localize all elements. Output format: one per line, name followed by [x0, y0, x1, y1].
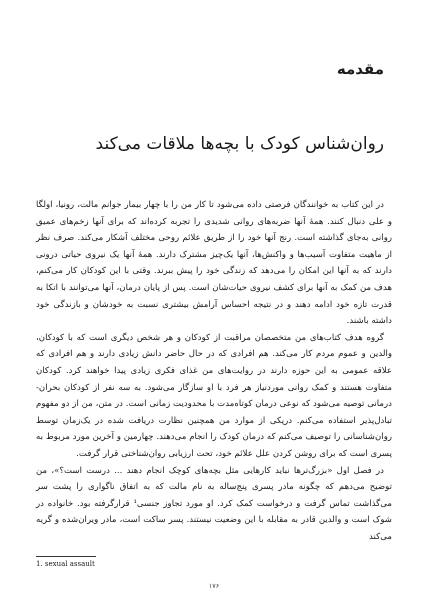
footnote: 1. sexual assault: [36, 560, 95, 568]
body-text: [36, 197, 392, 545]
chapter-title: روان‌شناس کودک با بچه‌ها ملاقات می‌کند: [95, 134, 384, 154]
paragraph: در فصل اول «بزرگ‌تر‌ها نباید کارهایی مثل بچه‌های کوچک انجام دهند ... درست است؟»، من توضیح می‌دهم که چگونه مادر پسری پنج‌ساله به نام مالت که به اتفاق ناگواری را پشت سر می‌گذاشت تماس گرفت و درخواست کمک کرد. او مورد تجاوز جنسی¹ قرارگرفته بود. خانواده در شوک است و والدین قادر به مقابله با این وضعیت نیستند. پسر ساکت است، مادر ویران‌شده و گریه می‌کند: [36, 465, 392, 542]
footnote-divider: [36, 556, 96, 557]
section-title: مقدمه: [336, 60, 384, 78]
paragraph: در این کتاب به خوانندگان فرصتی داده می‌شود تا کار من را با چهار بیمار جوانم مالت، رونیا، اولگا و علی دنبال کنند. همهٔ آنها ضربه‌های روانی شدیدی را تجربه کرده‌اند که برای آنها زخم‌های عمیق روانی به‌جای گذاشته است. رنج آنها خود را از طریق علائم روحی مختلف آشکار می‌کند. صرف نظر از ماهیت متفاوت آسیب‌ها و واکنش‌ها، آنها یک‌چیز مشترک دارند. همهٔ آنها یک نیروی حیاتی درونی دارند که به آنها این امکان را می‌دهد که زندگی خود را پیش ببرند. وقتی با این کودکان کار می‌کنم، هدف من کمک به آنها برای کشف نیروی حیات‌شان است. پس از پایان درمان، آنها می‌توانند با اتکا به قدرت تازه خود ادامه دهند و در نتیجه احساس آرامش بیشتری نسبت به خودشان و بازندگی خود داشته باشند.: [36, 200, 392, 327]
page-number: ۱۷۶: [208, 582, 220, 590]
paragraph: گروه هدف کتاب‌های من متخصصان مراقبت از کودکان و هر شخص دیگری است که با کودکان، والدین و عموم مردم کار می‌کند. هم افرادی که در حال حاضر دانش زیادی دارند و هم افرادی که علاقه عمومی به این حوزه دارند در روایت‌های من غذای فکری زیادی پیدا خواهند کرد. کودکان متفاوت هستند و کمک روانی موردنیاز هر فرد با او سازگار می‌شود. به سه نفر از کودکان بحران-درمانی توصیه می‌شود که نوعی درمان کوتاه‌مدت با محدودیت زمانی است. در متن، من از دو مفهوم تبادل‌پذیر استفاده می‌کنم. درپکی از موارد من همچنین نظارت دریافت شده در یک‌زمان توسط روان‌شناسانی را توصیف می‌کنم که درمان کودک را انجام می‌دهند. چهارمین و آخرین مورد مربوط به پسری است که برای روشن کردن علل علائم خود، تحت ارزیابی روان‌شناختی قرار گرفت.: [36, 332, 392, 459]
